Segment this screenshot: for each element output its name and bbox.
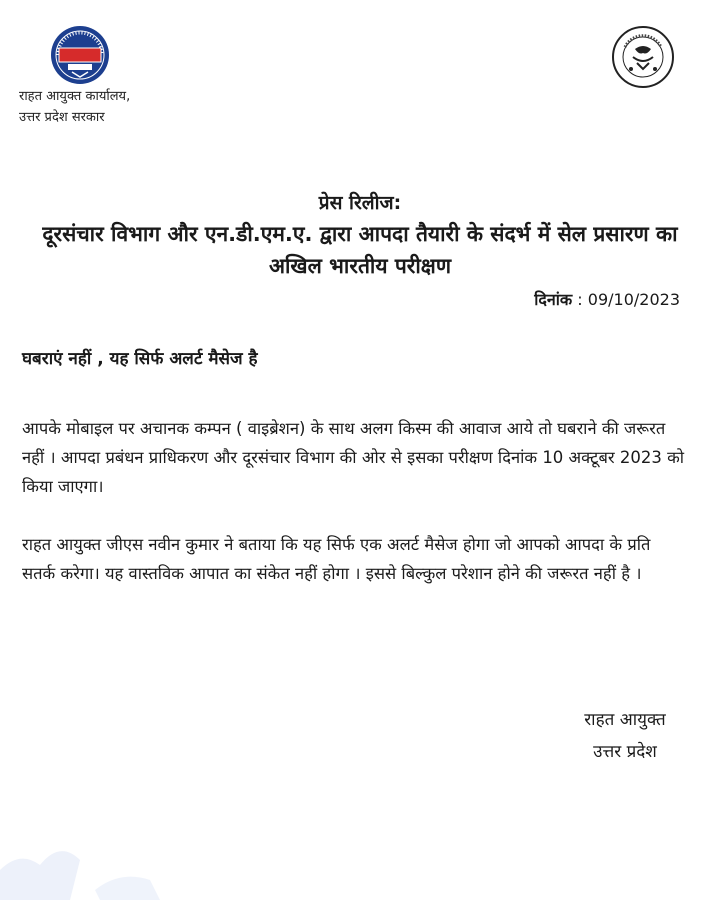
up-government-seal-icon: [611, 25, 675, 89]
decorative-shape-icon: [0, 820, 170, 900]
press-heading: [0, 188, 720, 282]
office-line-1: राहत आयुक्त कार्यालय,: [19, 89, 131, 104]
date-line: [534, 288, 680, 310]
subheading: घबराएं नहीं , यह सिर्फ अलर्ट मैसेज है: [22, 349, 258, 369]
date-value: : 09/10/2023: [572, 290, 680, 309]
signature-line-1: राहत आयुक्त: [584, 710, 666, 730]
rahat-emblem-icon: [50, 25, 110, 85]
press-release-label: प्रेस रिलीज:: [318, 192, 402, 214]
office-address: [19, 86, 130, 128]
signature-block: [560, 704, 690, 768]
paragraph-1: आपके मोबाइल पर अचानक कम्पन ( वाइब्रेशन) के साथ अलग किस्म की आवाज आये तो घबराने की जरूरत नहीं । आपदा प्रबंधन प्राधिकरण और दूरसंचार विभाग की ओर से इसका परीक्षण दिनांक 10 अक्टूबर 2023 को किया जाएगा।: [22, 419, 685, 496]
office-line-2: उत्तर प्रदेश सरकार: [19, 110, 105, 125]
date-label: दिनांक: [534, 290, 573, 309]
signature-line-2: उत्तर प्रदेश: [593, 742, 657, 762]
paragraph-2: राहत आयुक्त जीएस नवीन कुमार ने बताया कि यह सिर्फ एक अलर्ट मैसेज होगा जो आपको आपदा के प्रति सतर्क करेगा। यह वास्तविक आपात का संकेत नहीं होगा । इससे बिल्कुल परेशान होने की जरूरत नहीं है ।: [22, 535, 651, 583]
press-title: दूरसंचार विभाग और एन.डी.एम.ए. द्वारा आपदा तैयारी के संदर्भ में सेल प्रसारण का अखिल भारतीय परीक्षण: [42, 222, 678, 278]
